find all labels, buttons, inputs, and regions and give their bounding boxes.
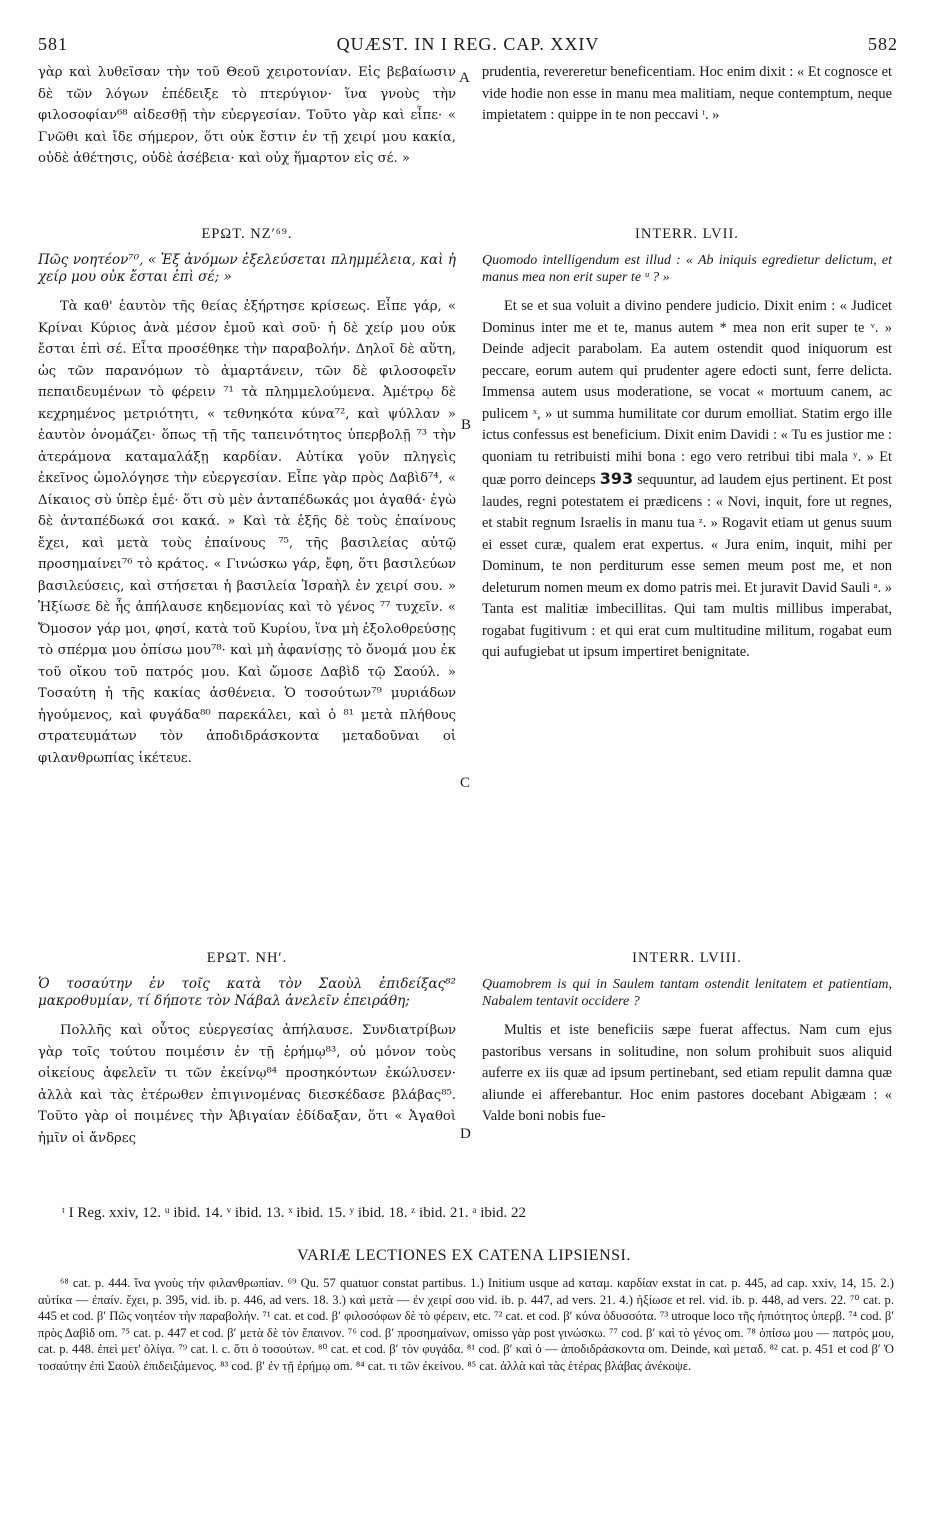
greek-q57-heading: ΕΡΩΤ. ΝΖ′⁶⁹. — [201, 226, 293, 242]
latin-q58-question: Quamobrem is qui in Saulem tantam ostendit lenitatem et patientiam, Nabalem tentavit occidere ? — [482, 977, 892, 1009]
greek-question-58 — [38, 948, 456, 1149]
variae-lectiones-heading: VARIÆ LECTIONES EX CATENA LIPSIENSI. — [297, 1247, 631, 1264]
running-header — [38, 34, 898, 58]
margin-letter-d: D — [460, 1126, 471, 1142]
page-number-right: 582 — [868, 34, 898, 54]
page-number-left: 581 — [38, 34, 68, 54]
latin-q57-heading: INTERR. LVII. — [635, 226, 739, 242]
latin-q57-question: Quomodo intelligendum est illud : « Ab iniquis egredietur delictum, et manus mea non erit super te ᵘ ? » — [482, 253, 892, 285]
greek-q58-question: Ὁ τοσαύτην ἐν τοῖς κατὰ τὸν Σαοὺλ ἐπιδείξας⁸² μακροθυμίαν, τί δήποτε τὸν Νάβαλ ἀνελεῖν ἐπειράθη; — [38, 976, 456, 1009]
running-title: QUÆST. IN I REG. CAP. XXIV — [336, 34, 600, 54]
greek-q58-heading: ΕΡΩΤ. ΝΗ′. — [206, 950, 288, 966]
latin-q58-text: Multis et iste beneficiis sæpe fuerat affectus. Nam cum ejus pastoribus versans in solitudine, non solum prohibuit suos aliquid auferre ex iis quæ ad ipsum pertinebant, sed etiam repulit damna quæ aliunde ei afferebantur. Hoc enim pastores docebant Abigæam : « Valde boni nobis fue- — [482, 1022, 892, 1124]
greek-q57-text: Τὰ καθ' ἑαυτὸν τῆς θείας ἐξήρτησε κρίσεως. Εἶπε γάρ, « Κρίναι Κύριος ἀνὰ μέσον ἐμοῦ καὶ σοῦ· ἡ δὲ χείρ μου οὐκ ἔσται ἐπὶ σέ. Εἶτα προσέθηκε τὴν παραβολήν. Δηλοῖ δὲ αὕτη, ὡς τῶν παρανόμων τὸ ἁμαρτάνειν, τῶν δὲ φιλοσοφεῖν πεπαιδευμένων τὸ φέρειν ⁷¹ τὰ πλημμελούμενα. Ἀμέτρῳ δὲ κεχρημένος μετριότητι, « τεθνηκότα κύνα⁷², καὶ ψύλλαν » ἑαυτὸν ὀνομάζει· ὅπως τῇ τῆς ταπεινότητος ὑπερβολῇ ⁷³ τὴν ἀτεράμονα καταμαλάξῃ καρδίαν. Αὐτίκα γοῦν πληγεὶς ἐκεῖνος ὡμολόγησε τὴν εὐεργεσίαν. Εἶπε γὰρ πρὸς Δαβὶδ⁷⁴, « Δίκαιος σὺ ὑπὲρ ἐμέ· ὅτι σὺ μὲν ἀνταπέδωκάς μοι ἀγαθά· ἐγὼ δὲ ἀνταπέδωκά σοι κακά. » Καὶ τὰ ἑξῆς δὲ τοὺς ἐπαίνους ἔχει, καὶ μετὰ τοὺς ἐπαίνους ⁷⁵, τῆς βασιλείας αὐτῷ προσημαίνει⁷⁶ τὸ κράτος. « Γινώσκω γάρ, ἔφη, ὅτι βασιλεύων βασιλεύσεις, καὶ στήσεται ἡ βασιλεία Ἰσραὴλ ἐν χειρί σου. » Ἠξίωσε δὲ ἧς ἀπήλαυσε κηδεμονίας καὶ τὸ γένος ⁷⁷ τυχεῖν. « Ὄμοσον γάρ μοι, φησί, κατὰ τοῦ Κυρίου, ἵνα μὴ ἐξολοθρεύσῃς τὸ σπέρμα μου ὀπίσω μου⁷⁸· καὶ μὴ ἀφανίσῃς τὸ ὄνομά μου ἐκ τοῦ οἴκου τοῦ πατρός μου. Καὶ ὤμοσε Δαβὶδ τῷ Σαούλ. » Τοσαύτη ἡ τῆς κακίας ἀσθένεια. Ὁ τοσούτων⁷⁹ μυριάδων ἡγούμενος, καὶ φυγάδα⁸⁰ παρεκάλει, καὶ ὁ ⁸¹ μετὰ πλήθους στρατευμάτων τὸν ἀποδιδράσκοντα μεταδοῦναι οἱ φιλανθρωπίας ἱκέτευε. — [38, 299, 456, 766]
margin-letter-a: A — [459, 70, 470, 86]
greek-intro — [38, 62, 456, 170]
latin-intro — [482, 62, 892, 127]
latin-intro-text: prudentia, revereretur beneficentiam. Hoc enim dixit : « Et cognosce et vide hodie non esse in manu mea malitiam, neque contemptum, neque impietatem : quippe in te non peccavi ᵗ. » — [482, 64, 892, 123]
margin-letter-b: B — [461, 417, 472, 433]
greek-q58-text: Πολλῆς καὶ οὗτος εὐεργεσίας ἀπήλαυσε. Συνδιατρίβων γὰρ τοῖς τούτου ποιμέσιν ἐν τῇ ἐρήμῳ⁸³, οὐ μόνον τοὺς οἰκείους ἀφελεῖν τι τῶν ἐκείνῳ⁸⁴ προσηκόντων ἐκώλυσεν· ἀλλὰ καὶ τὰς ἑτέρωθεν ἐπιγινομένας διεσκέδασε βλάβας⁸⁵. Τοῦτο γὰρ οἱ ποιμένες τὴν Ἀβιγαίαν ἐδίδαξαν, ὅτι « Ἀγαθοὶ ἡμῖν οἱ ἄνδρες — [38, 1023, 456, 1146]
greek-intro-text: γὰρ καὶ λυθεῖσαν τὴν τοῦ Θεοῦ χειροτονίαν. Εἰς βεβαίωσιν δὲ τῶν λόγων ἐπέδειξε τὸ πτερύγιον· ἵνα γνοὺς τὴν φιλοσοφίαν⁶⁸ αἰδεσθῇ τὴν εὐεργεσίαν. Τοῦτο γὰρ καὶ εἶπε· « Γνῶθι καὶ ἴδε σήμερον, ὅτι οὐκ ἔστιν ἐν τῇ χειρί μου κακία, οὐδὲ ἀθέτησις, οὐδὲ ἀσέβεια· καὶ οὐχ ἥμαρτον εἰς σέ. » — [38, 65, 456, 166]
latin-q57-text — [482, 296, 892, 664]
column-number-marker: 393 — [599, 469, 634, 488]
greek-question-57 — [38, 224, 456, 769]
scripture-footnotes: ᵗ I Reg. xxiv, 12. ᵘ ibid. 14. ᵛ ibid. 13. ˣ ibid. 15. ʸ ibid. 18. ᶻ ibid. 21. ᵃ ibid. 22 — [62, 1205, 527, 1221]
latin-question-58 — [482, 948, 892, 1128]
greek-q57-question: Πῶς νοητέον⁷⁰, « Ἐξ ἀνόμων ἐξελεύσεται πλημμέλεια, καὶ ἡ χείρ μου οὐκ ἔσται ἐπὶ σέ; » — [38, 252, 456, 285]
latin-q58-heading: INTERR. LVIII. — [632, 950, 742, 966]
latin-q57-text-part-2: sequuntur, ad laudem ejus pertinent. Et post laudes, regni potestatem ei prædicens : « Novi, inquit, fore ut regnes, et stabit regnum Israelis in manu tua ᶻ. » Rogavit etiam ut genus suum ei esset curæ, qualem erat expertus. « Jura enim, inquit, mihi per Dominum, te non perditurum esse semen meum post me, et non deleturum nomen meum ex domo patris mei. Et juravit David Sauli ᵃ. » Tanta est malitiæ imbecillitas. Qui tam multis millibus imperabat, rogabat fugitivum : et qui erat cum multitudine militum, rogabat eum qui aufugiebat ut ipsum impertiret benignitate. — [482, 472, 893, 660]
latin-question-57 — [482, 224, 892, 664]
margin-letter-c: C — [460, 775, 471, 791]
latin-q57-text-part-1: Et se et sua voluit a divino pendere judicio. Dixit enim : « Judicet Dominus inter me et te, manus autem * mea non erit super te ᵛ. » Deinde adjecit parabolam. Ea autem ostendit quod iniquorum est peccare, eorum autem qui prudenter agere edocti sunt, ferre delicta. Immensa autem usus moderatione, se vocat « mortuum canem, ac pulicem ˣ, » ut summa humilitate cor durum emolliat. Statim ergo ille ictus confessus est beneficium. Dixit enim Davidi : « Tu es justior me : quoniam tu retribuisti mihi bona : ego vero retribui tibi mala ʸ. » Et quæ porro deinceps — [482, 298, 892, 488]
variae-lectiones-text: ⁶⁸ cat. p. 444. ἵνα γνοὺς τὴν φιλανθρωπίαν. ⁶⁹ Qu. 57 quatuor constat partibus. 1.) Initium usque ad καταμ. καρδίαν exstat in cat. p. 445, ad cap. xxiv, 14, 15. 2.) αὐτίκα — ἐπαίν. ἔχει, p. 395, vid. ib. p. 446, ad vers. 18. 3.) καὶ μετὰ — ἐν χειρί σου vid. ib. p. 447, ad vers. 21. 4.) ἠξίωσε et rel. vid. ib. p. 448, ad vers. 22. ⁷⁰ cat. p. 445 et cod. β′ Πῶς νοητέον τὴν παραβολήν. ⁷¹ cat. et cod. β′ φιλοσόφων δὲ τὸ φέρειν, etc. ⁷² cat. et cod. β′ κύνα ὀδυσσότα. ⁷³ utroque loco τῆς ἠπιότητος ὑπερβ. ⁷⁴ cod. β′ πρὸς Δαβὶδ om. ⁷⁵ cat. p. 447 et cod. β′ μετὰ δὲ τὸν ἔπαινον. ⁷⁶ cod. β′ προσημαίνων, omisso γὰρ post γινώσκω. ⁷⁷ cod. β′ καὶ τὸ γένος om. ⁷⁸ ὀπίσω μου — πατρός μου, cat. p. 448. ἐπεὶ μετ' ὀλίγα. ⁷⁹ cat. l. c. ὅτι ὁ τοσούτων. ⁸⁰ cat. et cod. β′ τὸν φυγάδα. ⁸¹ cod. β′ καὶ ὁ — ἀποδιδράσκοντα om. Deinde, καὶ μεταδ. ⁸² cat. p. 451 et cod β′ Ὁ τοσαύτην ἐπὶ Σαοὺλ ἐπιδειξάμενος. ⁸³ cod. β′ ἐν τῇ ἐρήμῳ om. ⁸⁴ cat. τι τῶν ἐκείνου. ⁸⁵ cat. ἀλλὰ καὶ τὰς ἑτέρας βλάβας ἀνέκοψε. — [38, 1276, 894, 1373]
